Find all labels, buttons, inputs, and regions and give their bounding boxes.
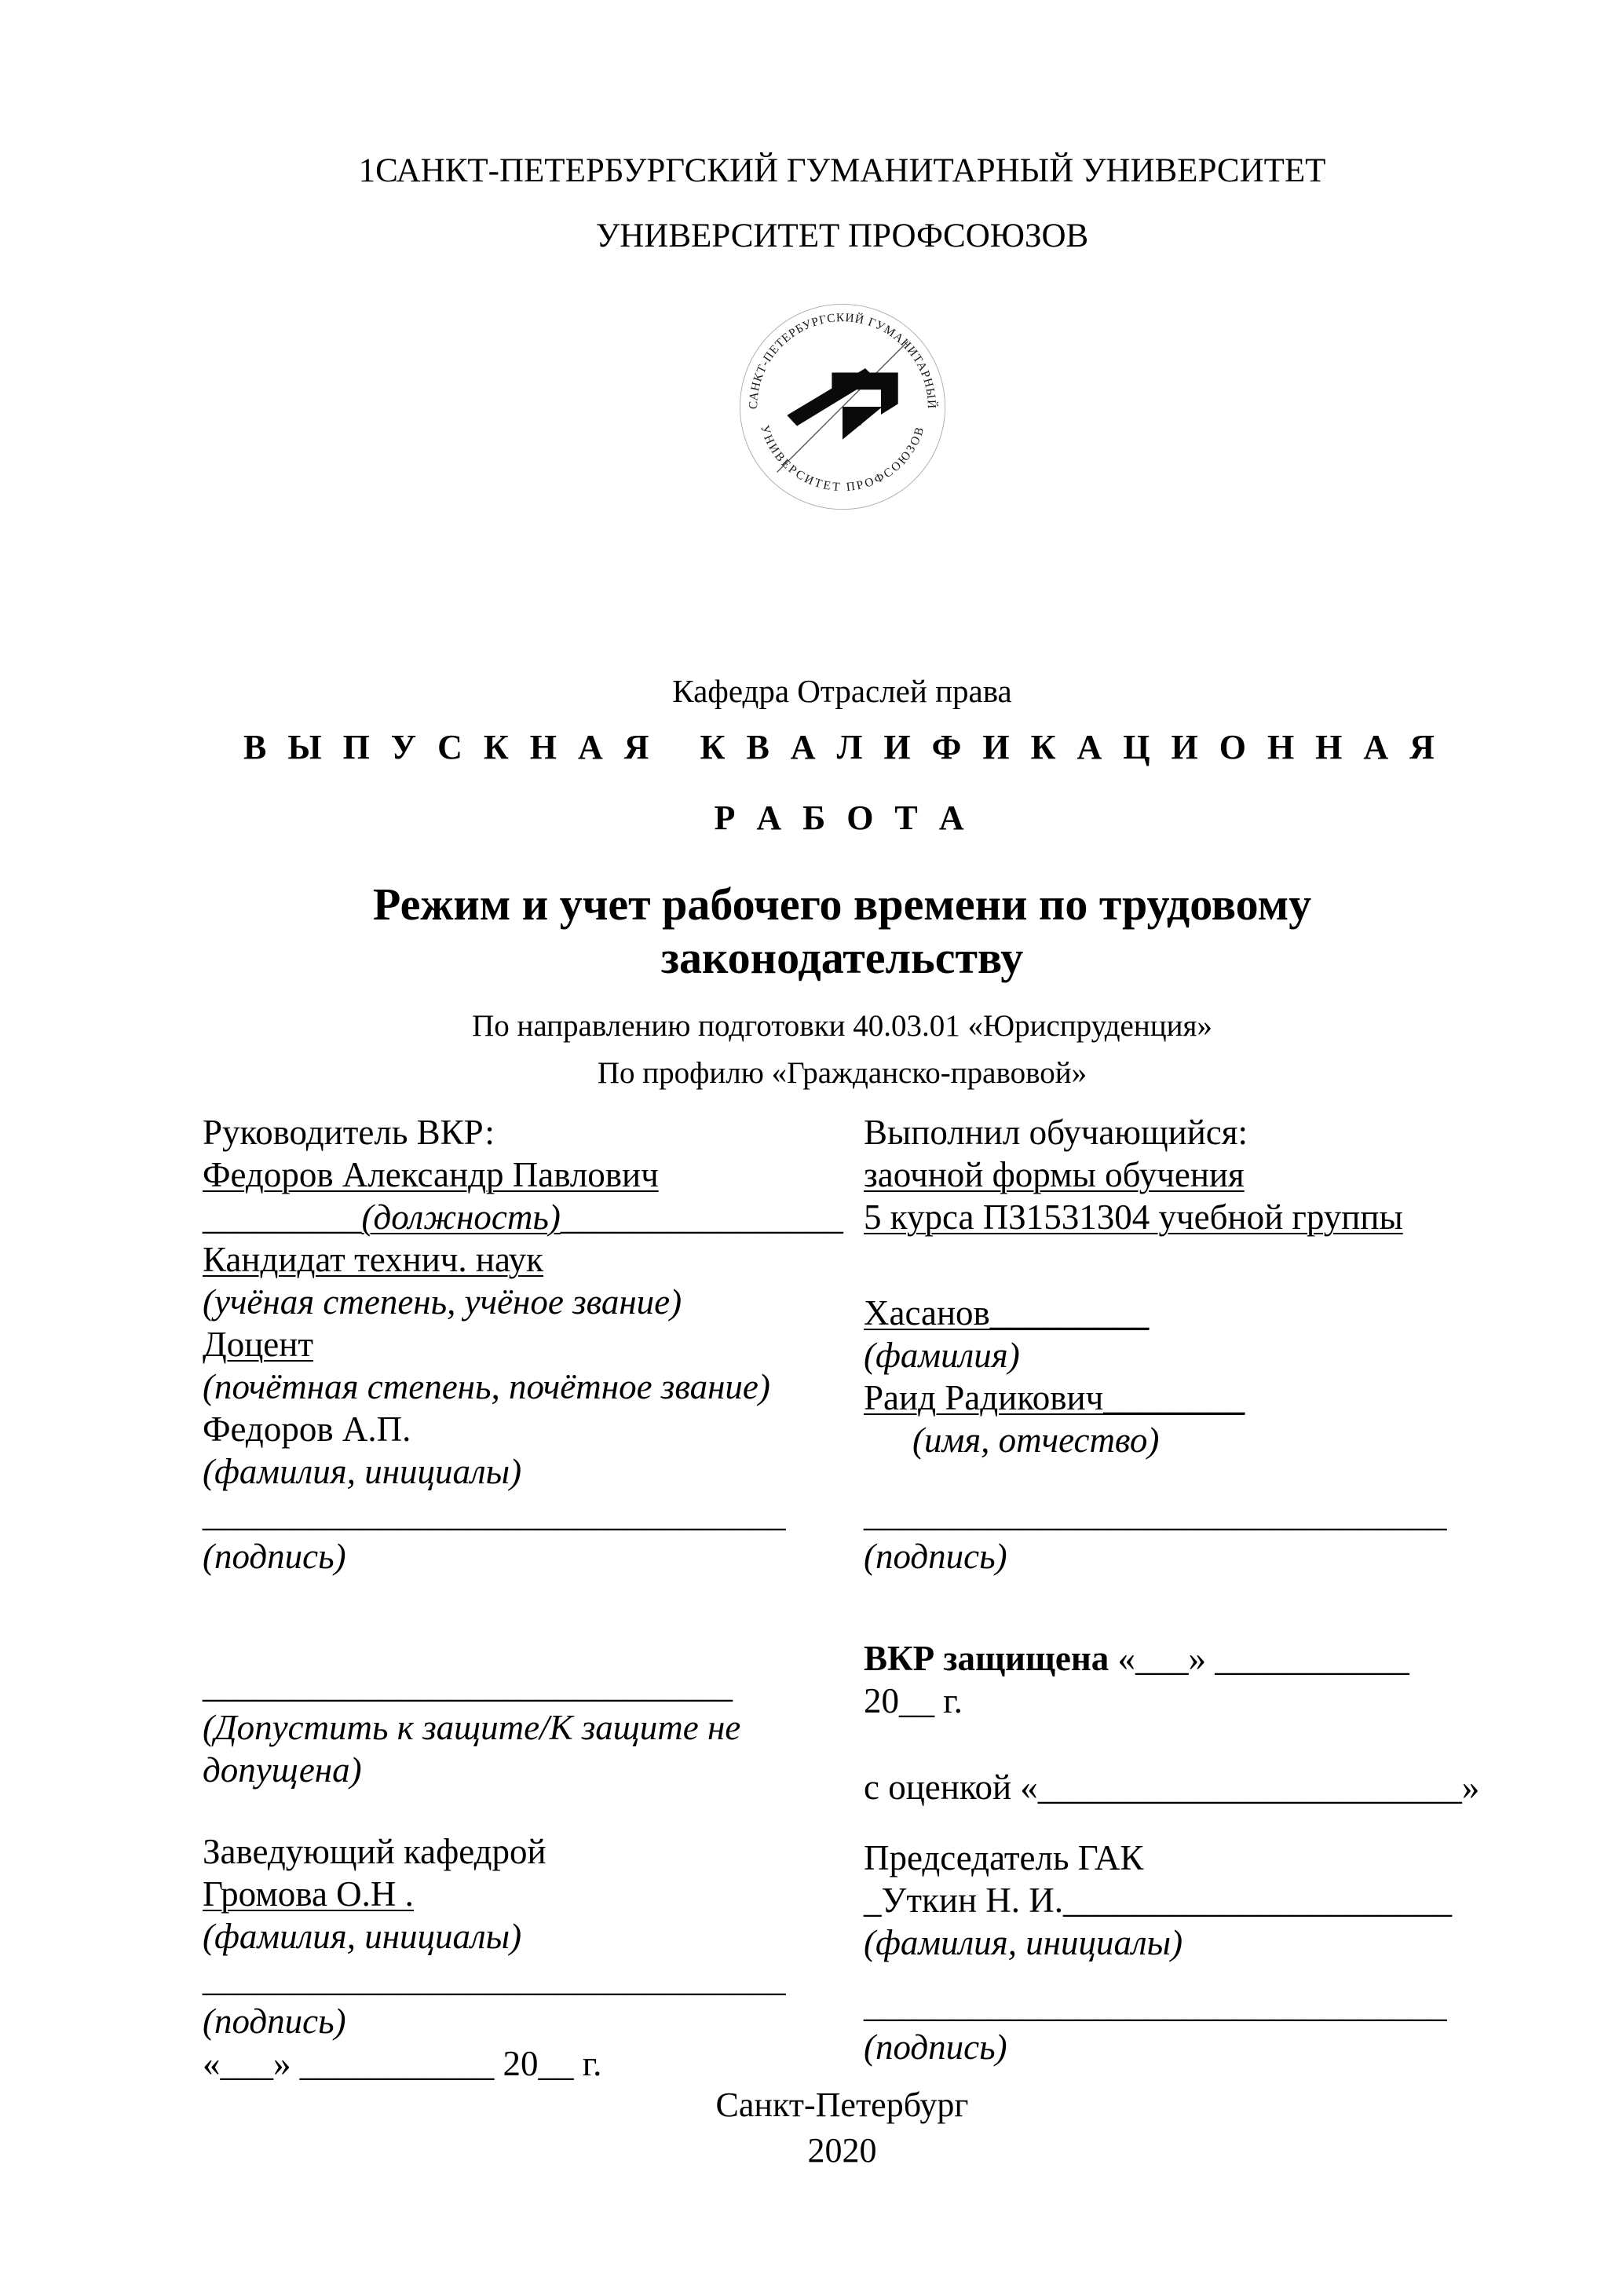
head-of-department-name: Громова О.Н . bbox=[203, 1874, 414, 1914]
study-direction: По направлению подготовки 40.03.01 «Юриспруденция» bbox=[472, 1009, 1212, 1043]
rank-caption: (почётная степень, почётное звание) bbox=[203, 1367, 770, 1406]
defended-line bbox=[864, 1637, 1484, 1722]
student-signature-caption: (подпись) bbox=[864, 1537, 1007, 1576]
university-seal-icon bbox=[736, 300, 949, 514]
supervisor-column bbox=[203, 1111, 843, 2085]
degree-caption: (учёная степень, учёное звание) bbox=[203, 1282, 682, 1322]
department-name: Кафедра Отраслей права bbox=[672, 673, 1012, 709]
head-signature-line: _________________________________ bbox=[203, 1959, 786, 1998]
student-column bbox=[864, 1111, 1484, 2068]
position-line bbox=[203, 1196, 843, 1238]
thesis-title bbox=[203, 878, 1482, 985]
seal-ring-text-top: САНКТ-ПЕТЕРБУРГСКИЙ ГУМАНИТАРНЫЙ bbox=[746, 311, 938, 410]
student-signature-line: _________________________________ bbox=[864, 1494, 1447, 1534]
work-type-line1: В Ы П У С К Н А Я К В А Л И Ф И К А Ц И О Н Н А Я bbox=[243, 728, 1441, 766]
work-type-line2: Р А Б О Т А bbox=[714, 799, 971, 837]
svg-text:УНИВЕРСИТЕТ ПРОФСОЮЗОВ bbox=[758, 424, 927, 495]
supervisor-initials: Федоров А.П. bbox=[203, 1409, 411, 1449]
head-of-department-heading: Заведующий кафедрой bbox=[203, 1832, 546, 1871]
university-name-line2: УНИВЕРСИТЕТ ПРОФСОЮЗОВ bbox=[595, 218, 1089, 254]
name-caption: (имя, отчество) bbox=[912, 1420, 1160, 1460]
thesis-title-line2: законодательству bbox=[660, 932, 1024, 984]
gak-chairman-heading: Председатель ГАК bbox=[864, 1838, 1144, 1877]
student-heading: Выполнил обучающийся: bbox=[864, 1113, 1248, 1152]
head-of-department-caption: (фамилия, инициалы) bbox=[203, 1917, 522, 1956]
chairman-signature-caption: (подпись) bbox=[864, 2027, 1007, 2067]
grade-line: с оценкой «________________________» bbox=[864, 1768, 1480, 1807]
gak-chairman-caption: (фамилия, инициалы) bbox=[864, 1923, 1183, 1962]
study-group: 5 курса ПЗ1531304 учебной группы bbox=[864, 1197, 1403, 1237]
student-name: Раид Радикович________ bbox=[864, 1378, 1245, 1417]
university-name-line1: 1САНКТ-ПЕТЕРБУРГСКИЙ ГУМАНИТАРНЫЙ УНИВЕРСИТЕТ bbox=[358, 152, 1326, 189]
supervisor-rank: Доцент bbox=[203, 1325, 313, 1364]
university-header bbox=[203, 154, 1482, 253]
footer-city: Санкт-Петербург bbox=[715, 2086, 969, 2124]
seal-emblem-shape bbox=[787, 368, 897, 440]
university-seal bbox=[203, 300, 1482, 517]
surname-caption: (фамилия) bbox=[864, 1336, 1020, 1375]
thesis-title-line1: Режим и учет рабочего времени по трудовому bbox=[372, 879, 1312, 930]
admission-date-line: «___» ___________ 20__ г. bbox=[203, 2044, 602, 2083]
initials-caption: (фамилия, инициалы) bbox=[203, 1452, 522, 1491]
supervisor-name: Федоров Александр Павлович bbox=[203, 1155, 659, 1194]
position-label: (должность) bbox=[361, 1197, 561, 1237]
supervisor-heading: Руководитель ВКР: bbox=[203, 1113, 495, 1152]
supervisor-signature-line: _________________________________ bbox=[203, 1494, 786, 1534]
chairman-signature-line: _________________________________ bbox=[864, 1985, 1447, 2024]
supervisor-signature-caption: (подпись) bbox=[203, 1537, 346, 1576]
position-blank-suffix: ________________ bbox=[560, 1197, 843, 1237]
footer-year: 2020 bbox=[807, 2131, 877, 2170]
student-surname: Хасанов_________ bbox=[864, 1293, 1150, 1333]
admission-caption: (Допустить к защите/К защите не допущена) bbox=[203, 1708, 741, 1790]
position-blank-prefix: _________ bbox=[203, 1197, 362, 1237]
head-signature-caption: (подпись) bbox=[203, 2002, 346, 2041]
page-footer bbox=[203, 2082, 1482, 2174]
study-profile: По профилю «Гражданско-правовой» bbox=[597, 1056, 1087, 1090]
study-form: заочной формы обучения bbox=[864, 1155, 1245, 1194]
seal-ring-text-bottom: УНИВЕРСИТЕТ ПРОФСОЮЗОВ bbox=[757, 423, 927, 495]
supervisor-degree: Кандидат технич. наук bbox=[203, 1240, 544, 1279]
defended-date-blank: «___» ___________ 20__ г. bbox=[864, 1639, 1409, 1720]
admission-blank-line: ______________________________ bbox=[203, 1665, 733, 1705]
defended-label: ВКР защищена bbox=[864, 1639, 1109, 1678]
gak-chairman-name: _Уткин Н. И.______________________ bbox=[864, 1881, 1453, 1920]
